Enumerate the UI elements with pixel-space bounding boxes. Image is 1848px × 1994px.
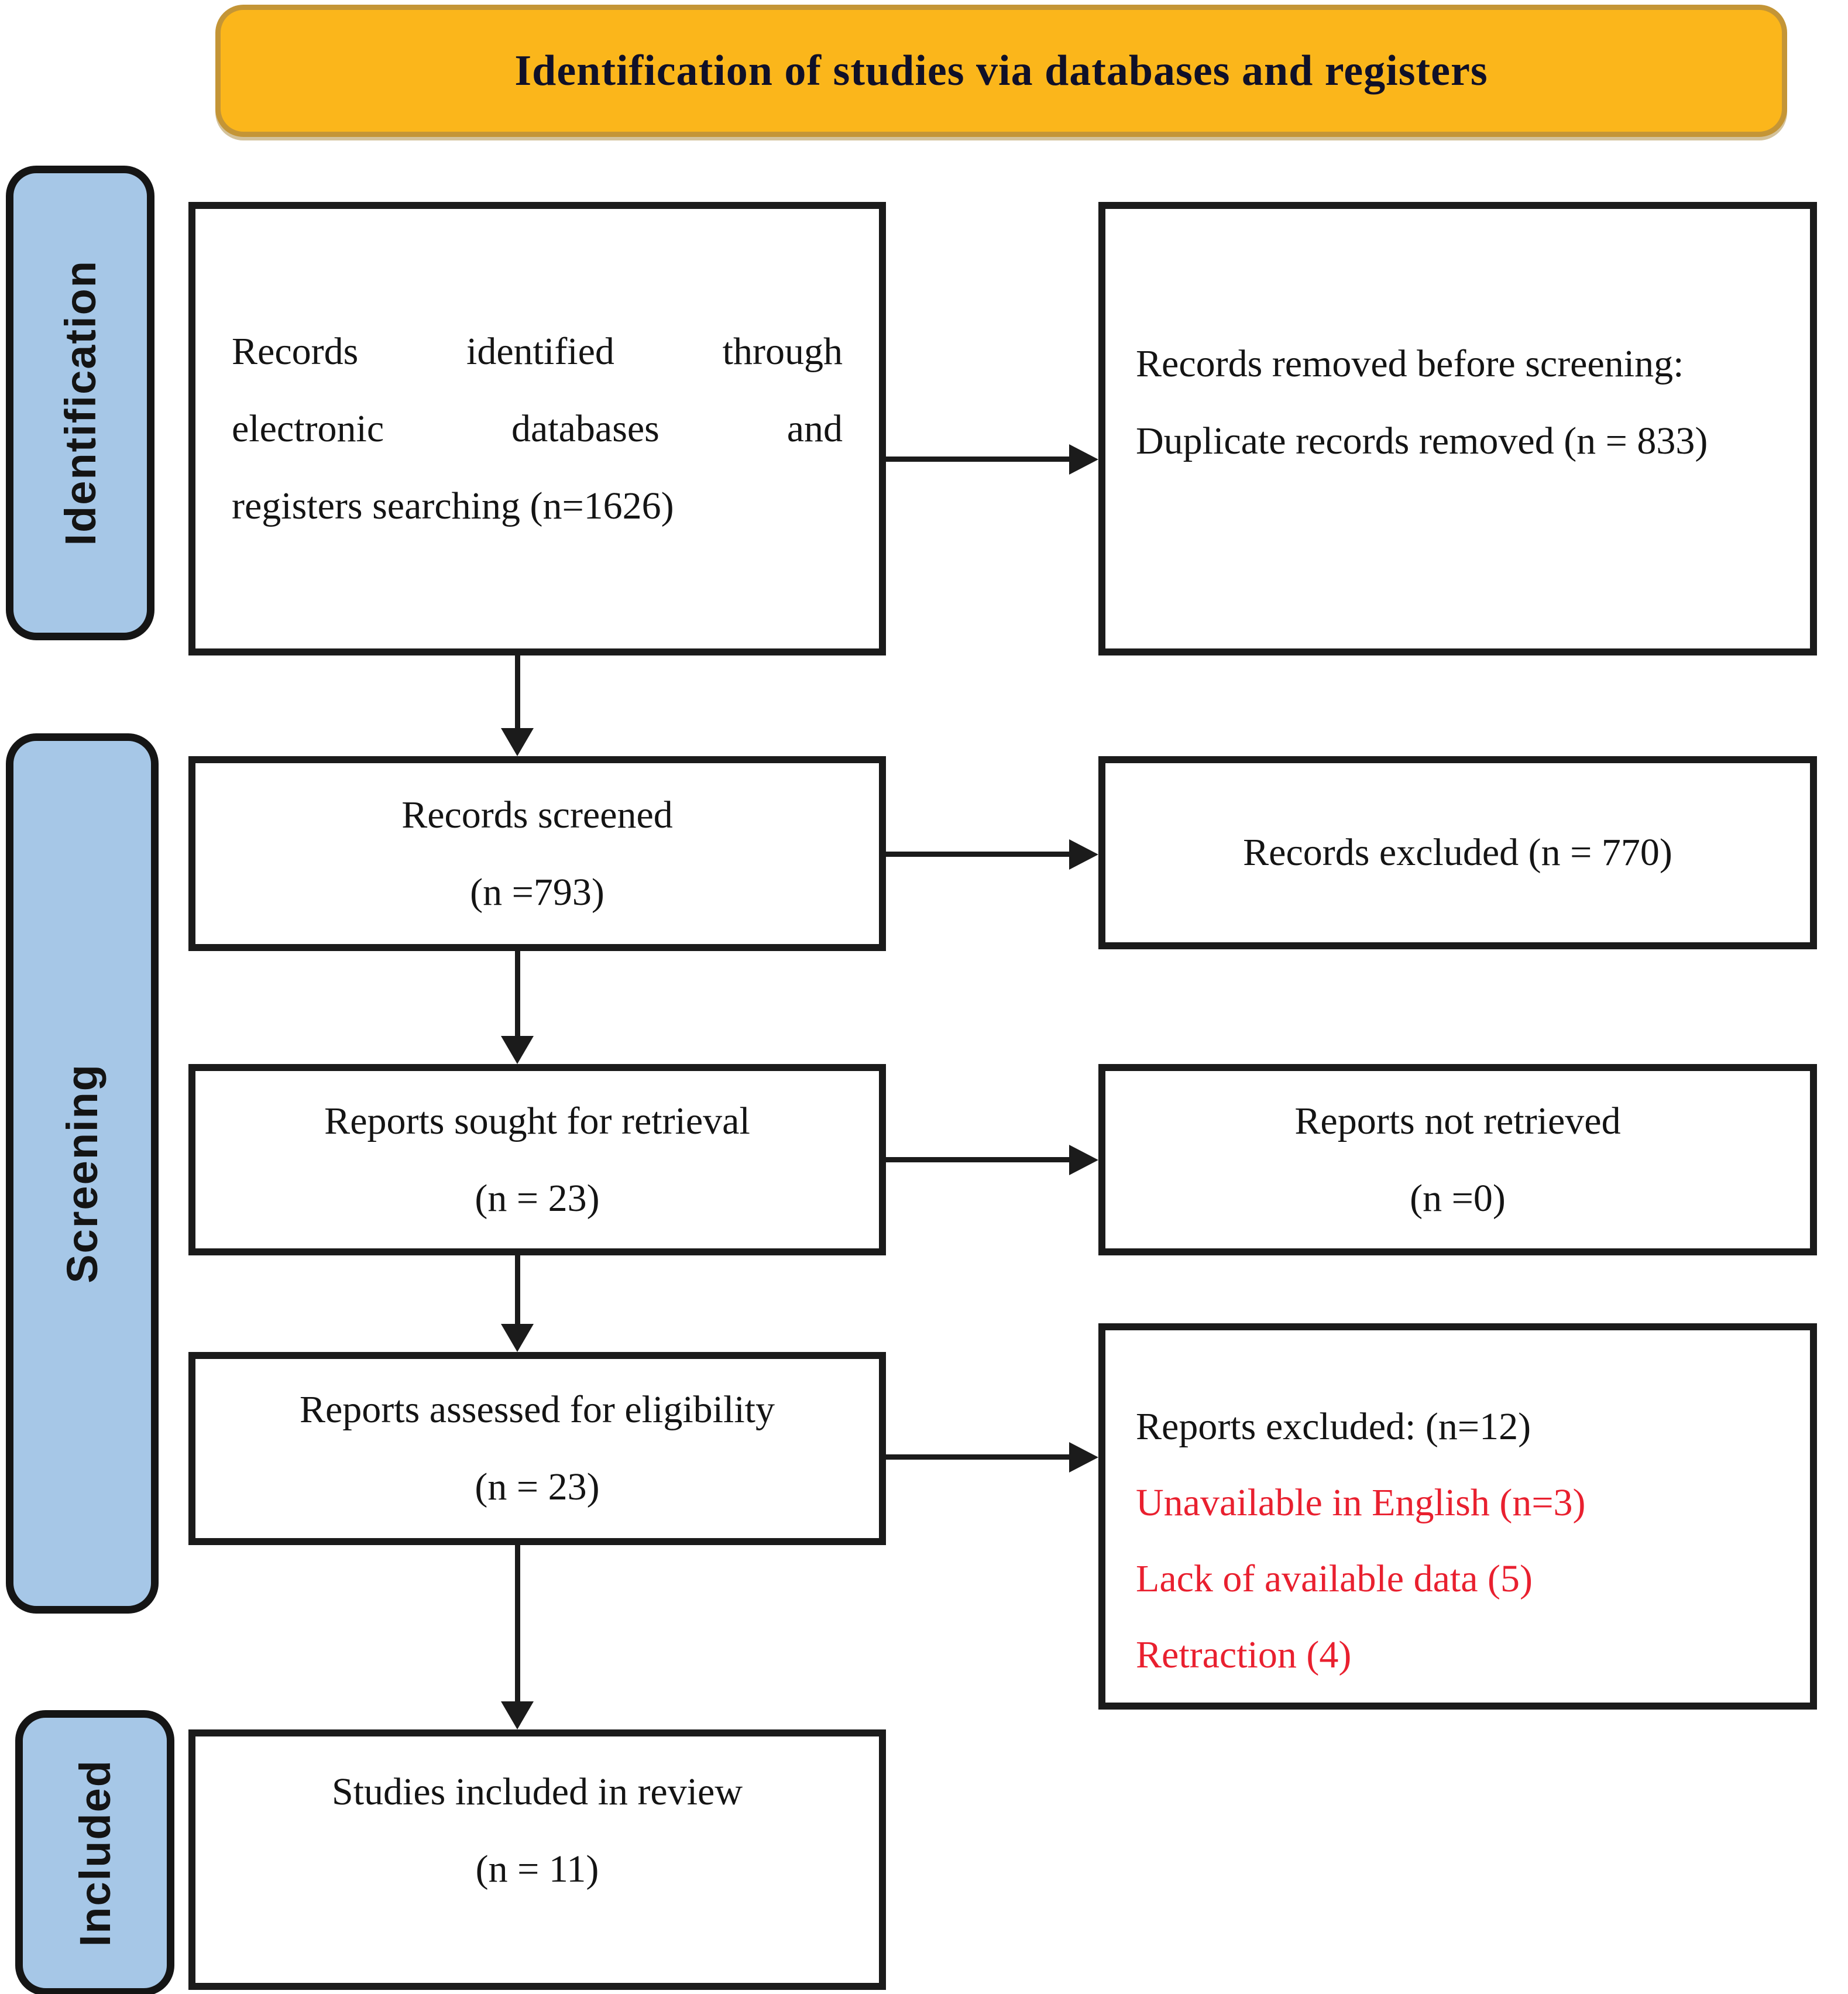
box-reports-assessed xyxy=(188,1352,886,1545)
stage-label-screening-text: Screening xyxy=(58,1063,107,1283)
box-reports-not-retrieved xyxy=(1098,1064,1817,1255)
text-line: Reports sought for retrieval xyxy=(324,1099,750,1142)
word: databases xyxy=(511,407,659,450)
arrow-identified-to-screened-head-icon xyxy=(501,728,534,756)
arrow-screened-to-excluded-head-icon xyxy=(1069,839,1098,870)
text-line: Studies included in review xyxy=(331,1770,743,1813)
word: identified xyxy=(466,330,614,373)
box-records-excluded-text xyxy=(1105,763,1810,942)
box-records-screened-text xyxy=(195,763,879,944)
arrow-sought-to-notretrieved-line xyxy=(886,1157,1069,1162)
box-records-removed xyxy=(1098,202,1817,655)
text-line: Records screened xyxy=(401,793,673,836)
exclusion-reason: Lack of available data (5) xyxy=(1136,1557,1533,1600)
box-records-screened xyxy=(188,756,886,951)
word: Records xyxy=(232,330,359,373)
stage-label-included xyxy=(15,1710,174,1994)
text-line: registers searching (n=1626) xyxy=(232,484,674,527)
box-studies-included xyxy=(188,1729,886,1990)
stage-label-screening xyxy=(6,733,159,1614)
arrow-assessed-to-included-line xyxy=(515,1545,520,1703)
text-line: (n = 23) xyxy=(475,1176,600,1220)
text-line: (n = 23) xyxy=(475,1466,600,1508)
arrow-sought-to-notretrieved-head-icon xyxy=(1069,1145,1098,1175)
arrow-assessed-to-excluded-line xyxy=(886,1454,1069,1460)
box-reports-not-retrieved-text xyxy=(1105,1071,1810,1248)
box-reports-sought xyxy=(188,1064,886,1255)
box-reports-excluded xyxy=(1098,1323,1817,1710)
text-line: (n =793) xyxy=(470,870,604,914)
arrow-identified-to-removed-line xyxy=(886,457,1069,462)
word: electronic xyxy=(232,407,384,450)
arrow-screened-to-sought-line xyxy=(515,951,520,1037)
stage-label-included-text: Included xyxy=(70,1759,119,1947)
exclusion-header: Reports excluded: (n=12) xyxy=(1136,1405,1531,1448)
arrow-screened-to-sought-head-icon xyxy=(501,1036,534,1064)
text-line: Records removed before screening: xyxy=(1136,342,1684,385)
arrow-sought-to-assessed-line xyxy=(515,1255,520,1325)
word: through xyxy=(722,330,843,373)
word: and xyxy=(786,407,843,450)
text-line: Reports assessed for eligibility xyxy=(299,1388,775,1431)
text-line: Records excluded (n = 770) xyxy=(1243,831,1672,874)
exclusion-reason: Retraction (4) xyxy=(1136,1633,1352,1676)
text-line: (n = 11) xyxy=(475,1847,599,1890)
text-line xyxy=(232,390,843,468)
arrow-identified-to-screened-line xyxy=(515,655,520,729)
arrow-identified-to-removed-head-icon xyxy=(1069,444,1098,475)
diagram-title: Identification of studies via databases and registers xyxy=(514,46,1488,95)
box-records-identified-text xyxy=(195,209,879,648)
arrow-screened-to-excluded-line xyxy=(886,852,1069,857)
arrow-assessed-to-excluded-head-icon xyxy=(1069,1442,1098,1473)
arrow-sought-to-assessed-head-icon xyxy=(501,1324,534,1352)
box-reports-excluded-text xyxy=(1105,1330,1810,1703)
box-reports-sought-text xyxy=(195,1071,879,1248)
exclusion-reason: Unavailable in English (n=3) xyxy=(1136,1481,1586,1524)
text-line: (n =0) xyxy=(1410,1176,1506,1220)
box-reports-assessed-text xyxy=(195,1359,879,1538)
text-line xyxy=(232,313,843,390)
text-line: Reports not retrieved xyxy=(1294,1099,1621,1142)
stage-label-identification xyxy=(6,166,154,640)
stage-label-identification-text: Identification xyxy=(56,260,105,546)
title-banner xyxy=(215,5,1787,137)
text-line: Duplicate records removed (n = 833) xyxy=(1136,419,1708,462)
box-records-excluded xyxy=(1098,756,1817,949)
box-studies-included-text xyxy=(195,1736,879,1983)
arrow-assessed-to-included-head-icon xyxy=(501,1701,534,1729)
box-records-identified xyxy=(188,202,886,655)
box-records-removed-text xyxy=(1105,209,1810,648)
